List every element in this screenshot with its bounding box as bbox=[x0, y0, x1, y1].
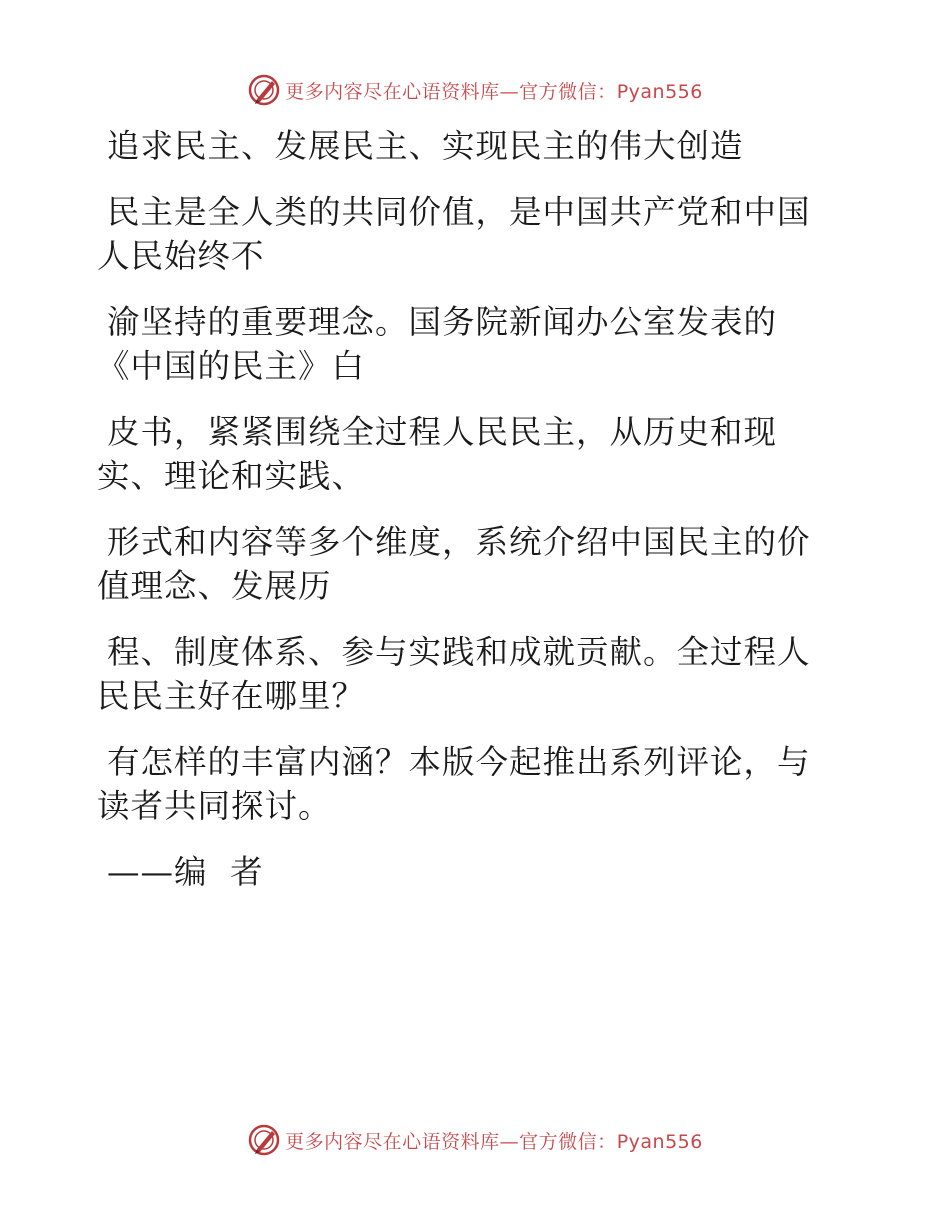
paragraph bbox=[97, 410, 837, 498]
header-banner bbox=[0, 70, 950, 110]
paragraph-line: 读者共同探讨。 bbox=[97, 787, 332, 825]
red-pen-logo-icon bbox=[247, 1123, 281, 1157]
footer-banner-text: 更多内容尽在心语资料库—官方微信：Pyan556 bbox=[285, 1130, 703, 1153]
footer-banner bbox=[0, 1120, 950, 1160]
paragraph-line: 皮书，紧紧围绕全过程人民民主，从历史和现 bbox=[107, 413, 778, 451]
paragraph-line: 形式和内容等多个维度，系统介绍中国民主的价 bbox=[107, 523, 811, 561]
wechat-id: Pyan556 bbox=[616, 80, 703, 103]
paragraph-line: 人民始终不 bbox=[97, 237, 265, 275]
paragraph bbox=[97, 300, 837, 388]
wechat-id: Pyan556 bbox=[616, 1130, 703, 1153]
editor-signature: ——编 者 bbox=[107, 853, 264, 891]
header-banner-text: 更多内容尽在心语资料库—官方微信：Pyan556 bbox=[285, 80, 703, 103]
paragraph-line: 值理念、发展历 bbox=[97, 567, 332, 605]
paragraph bbox=[97, 520, 837, 608]
document-body bbox=[97, 124, 837, 894]
document-title: 追求民主、发展民主、实现民主的伟大创造 bbox=[107, 127, 744, 165]
paragraph-line: 《中国的民主》白 bbox=[97, 347, 366, 385]
paragraph-line: 渝坚持的重要理念。国务院新闻办公室发表的 bbox=[107, 303, 778, 341]
paragraph-line: 民主是全人类的共同价值，是中国共产党和中国 bbox=[107, 193, 811, 231]
paragraph-line: 程、制度体系、参与实践和成就贡献。全过程人 bbox=[107, 633, 811, 671]
paragraph-line: 有怎样的丰富内涵？本版今起推出系列评论，与 bbox=[107, 743, 811, 781]
paragraph-line: 民民主好在哪里？ bbox=[97, 677, 366, 715]
paragraph bbox=[97, 740, 837, 828]
red-pen-logo-icon bbox=[247, 73, 281, 107]
paragraph-line: 实、理论和实践、 bbox=[97, 457, 366, 495]
paragraph bbox=[97, 190, 837, 278]
paragraph bbox=[97, 630, 837, 718]
